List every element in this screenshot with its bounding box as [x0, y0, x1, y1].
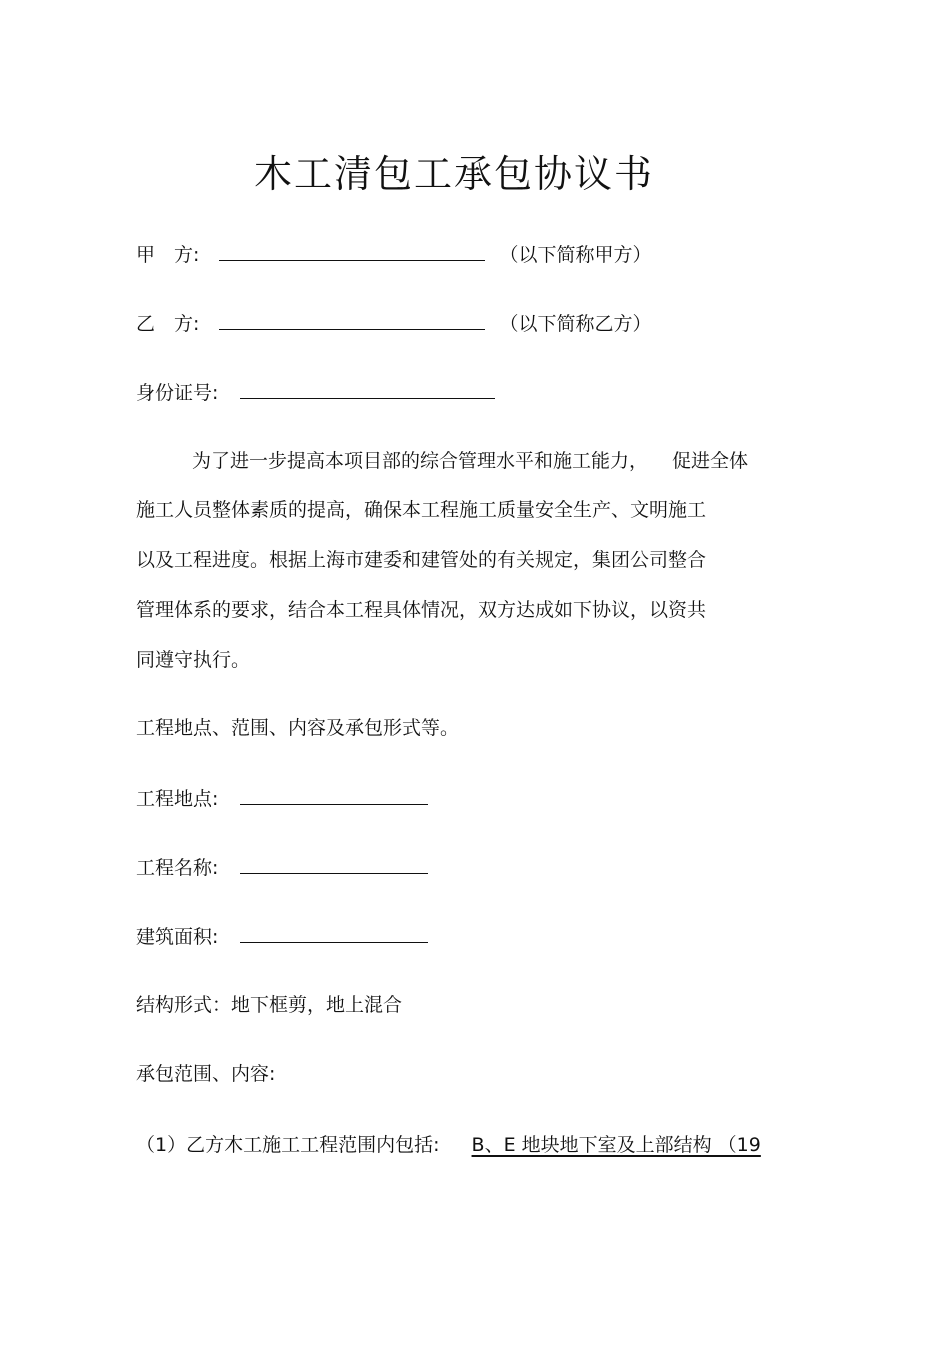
document-title: 木工清包工承包协议书 — [253, 152, 654, 196]
id-number-label: 身份证号: — [136, 382, 219, 404]
intro-line-1-part-1: 为了进一步提高本项目部的综合管理水平和施工能力， — [192, 450, 649, 472]
intro-line-1-part-2: 促进全体 — [672, 450, 749, 472]
id-number-blank[interactable] — [240, 378, 495, 399]
party-a-blank[interactable] — [219, 240, 485, 261]
project-location-blank[interactable] — [240, 784, 428, 805]
project-name-label: 工程名称: — [136, 857, 219, 879]
party-b-blank[interactable] — [219, 309, 485, 330]
party-b-note: （以下简称乙方） — [499, 313, 652, 335]
intro-line-5: 同遵守执行。 — [136, 649, 251, 671]
party-b-label: 乙 方: — [136, 313, 200, 335]
contract-scope-heading: 承包范围、内容: — [136, 1063, 276, 1085]
intro-line-1 — [192, 447, 748, 475]
project-location-line — [136, 784, 428, 813]
id-number-line — [136, 378, 495, 407]
party-b-line — [136, 309, 652, 338]
item-1-line — [136, 1131, 761, 1159]
item-1-scope-text: B、E 地块地下室及上部结构 （19 — [471, 1134, 761, 1156]
project-location-label: 工程地点: — [136, 788, 219, 810]
intro-line-4: 管理体系的要求，结合本工程具体情况，双方达成如下协议，以资共 — [136, 599, 707, 621]
intro-line-2: 施工人员整体素质的提高，确保本工程施工质量安全生产、文明施工 — [136, 499, 707, 521]
building-area-blank[interactable] — [240, 922, 428, 943]
project-name-blank[interactable] — [240, 853, 428, 874]
project-name-line — [136, 853, 428, 882]
party-a-line — [136, 240, 652, 269]
party-a-label: 甲 方: — [136, 244, 200, 266]
section-heading: 工程地点、范围、内容及承包形式等。 — [136, 717, 460, 739]
building-area-label: 建筑面积: — [136, 926, 219, 948]
building-area-line — [136, 922, 428, 951]
intro-line-3: 以及工程进度。根据上海市建委和建管处的有关规定，集团公司整合 — [136, 549, 707, 571]
structure-form-line: 结构形式：地下框剪，地上混合 — [136, 994, 403, 1016]
party-a-note: （以下简称甲方） — [499, 244, 652, 266]
item-1-prefix: （1）乙方木工施工工程范围内包括: — [136, 1134, 440, 1156]
